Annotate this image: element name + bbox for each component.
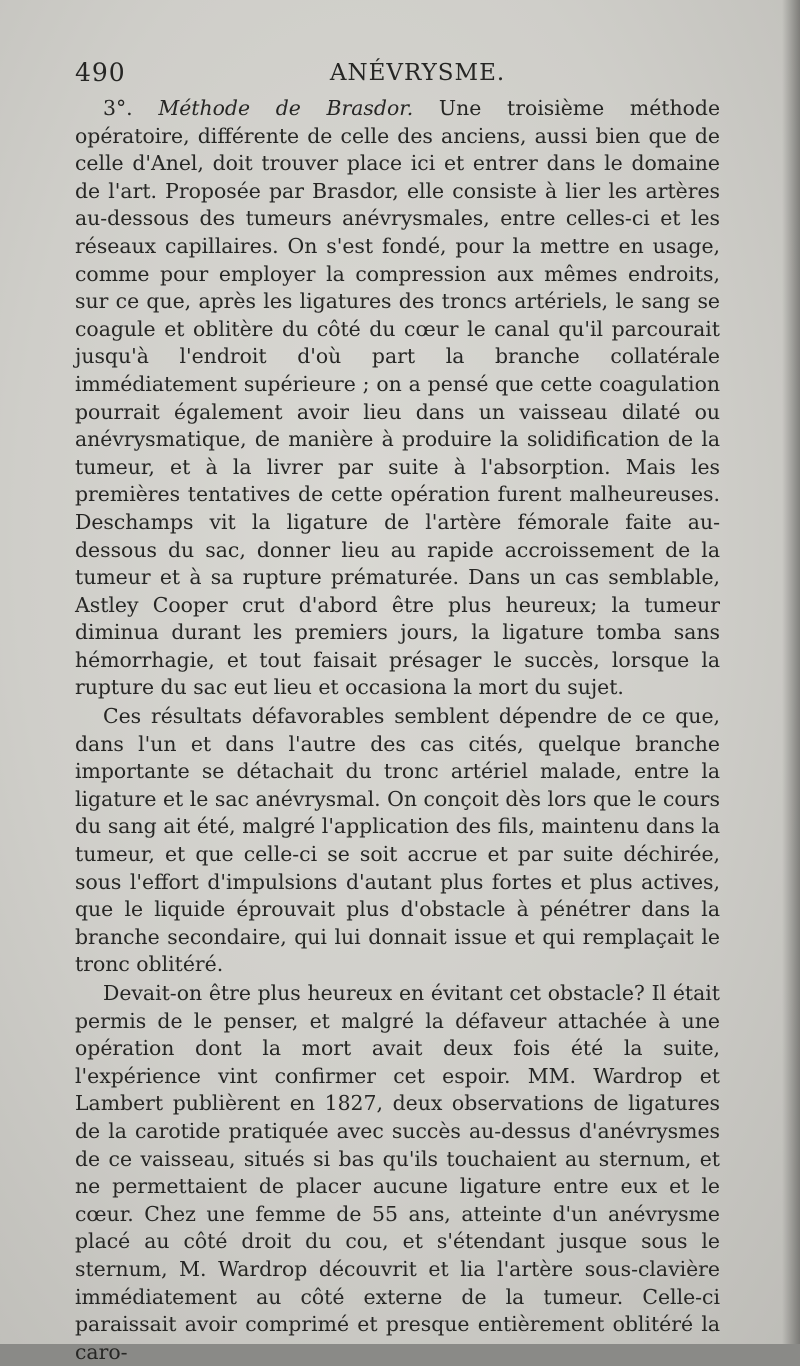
body-text — [75, 95, 720, 1366]
page-number: 490 — [75, 58, 126, 87]
paragraph-1-text: Une troisième méthode opératoire, différente de celle des anciens, aussi bien que de celle d'Anel, doit trouver place ici et entrer dans le domaine de l'art. Proposée par Brasdor, elle consiste à lier les artères au-dessous des tumeurs anévrysmales, entre celles-ci et les réseaux capillaires. On s'est fondé, pour la mettre en usage, comme pour employer la compression aux mêmes endroits, sur ce que, après les ligatures des troncs artériels, le sang se coagule et oblitère du côté du cœur le canal qu'il parcourait jusqu'à l'endroit d'où part la branche collatérale immédiatement supérieure ; on a pensé que cette coagulation pourrait également avoir lieu dans un vaisseau dilaté ou anévrysmatique, de manière à produire la solidification de la tumeur, et à la livrer par suite à l'absorption. Mais les premières tentatives de cette opération furent malheureuses. Deschamps vit la ligature de l'artère fémorale faite au-dessous du sac, donner lieu au rapide accroissement de la tumeur et à sa rupture prématurée. Dans un cas semblable, Astley Cooper crut d'abord être plus heureux; la tumeur diminua durant les premiers jours, la ligature tomba sans hémorrhagie, et tout faisait présager le succès, lorsque la rupture du sac eut lieu et occasiona la mort du sujet. — [75, 96, 721, 700]
section-number: 3°. — [103, 96, 133, 120]
section-title: Méthode de Brasdor. — [158, 96, 414, 120]
page-header — [75, 58, 720, 94]
running-head-title: ANÉVRYSME. — [329, 60, 506, 86]
paragraph-2: Ces résultats défavorables semblent dépendre de ce que, dans l'un et dans l'autre des cas cités, quelque branche importante se détachait du tronc artériel malade, entre la ligature et le sac anévrysmal. On conçoit dès lors que le cours du sang ait été, malgré l'application des fils, maintenu dans la tumeur, et que celle-ci se soit accrue et par suite déchirée, sous l'effort d'impulsions d'autant plus fortes et plus actives, que le liquide éprouvait plus d'obstacle à pénétrer dans la branche secondaire, qui lui donnait issue et qui remplaçait le tronc oblitéré. — [75, 704, 720, 977]
paragraph-1 — [75, 95, 720, 702]
paragraph-3: Devait-on être plus heureux en évitant cet obstacle? Il était permis de le penser, et malgré la défaveur attachée à une opération dont la mort avait deux fois été la suite, l'expérience vint confirmer cet espoir. MM. Wardrop et Lambert publièrent en 1827, deux observations de ligatures de la carotide pratiquée avec succès au-dessus d'anévrysmes de ce vaisseau, situés si bas qu'ils touchaient au sternum, et ne permettaient de placer aucune ligature entre eux et le cœur. Chez une femme de 55 ans, atteinte d'un anévrysme placé au côté droit du cou, et s'étendant jusque sous le sternum, M. Wardrop découvrit et lia l'artère sous-clavière immédiatement au côté externe de la tumeur. Celle-ci paraissait avoir comprimé et presque entièrement oblitéré la caro- — [75, 981, 720, 1364]
